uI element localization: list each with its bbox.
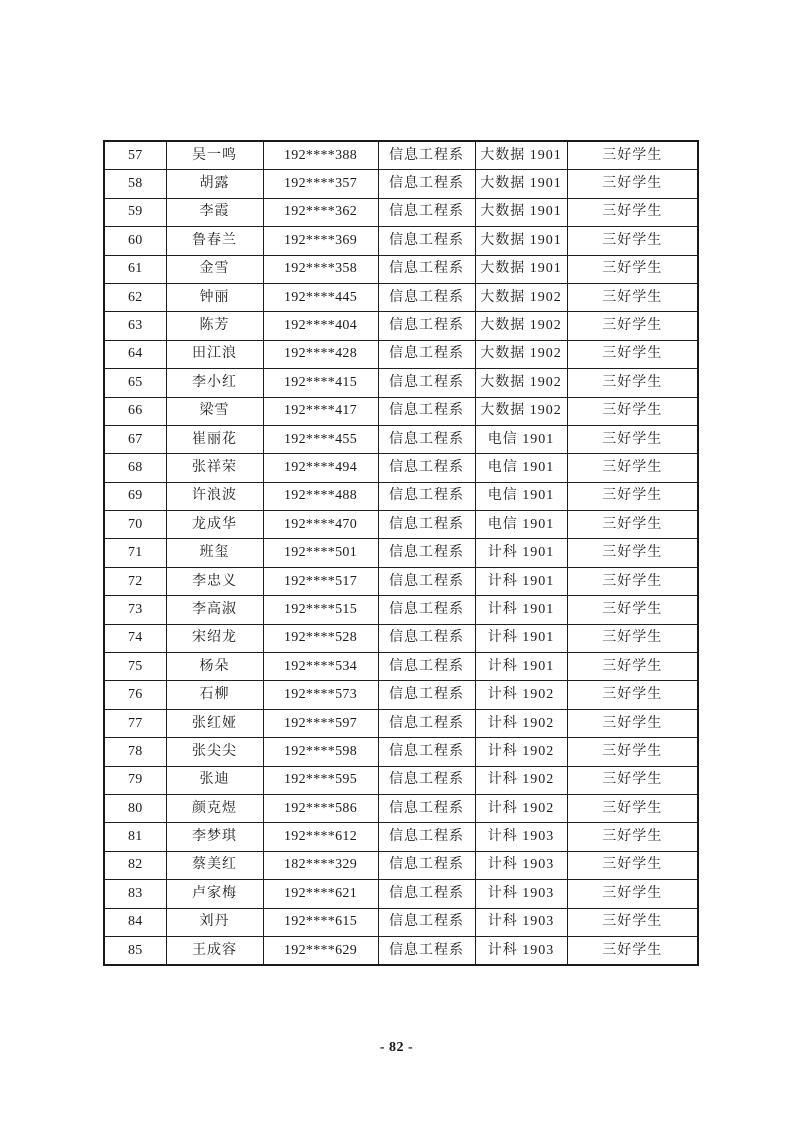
cell-award: 三好学生 (567, 397, 698, 425)
table-row (104, 908, 698, 936)
cell-award: 三好学生 (567, 908, 698, 936)
cell-department: 信息工程系 (378, 851, 475, 879)
cell-class: 大数据 1902 (475, 369, 567, 397)
cell-department: 信息工程系 (378, 880, 475, 908)
cell-class: 计科 1901 (475, 567, 567, 595)
table-row (104, 312, 698, 340)
cell-award: 三好学生 (567, 766, 698, 794)
cell-student-id: 192****573 (263, 681, 378, 709)
cell-row-number: 60 (104, 227, 166, 255)
cell-department: 信息工程系 (378, 539, 475, 567)
cell-student-id: 192****517 (263, 567, 378, 595)
table-row (104, 283, 698, 311)
cell-row-number: 61 (104, 255, 166, 283)
cell-department: 信息工程系 (378, 397, 475, 425)
cell-row-number: 71 (104, 539, 166, 567)
cell-class: 计科 1903 (475, 851, 567, 879)
cell-class: 计科 1903 (475, 880, 567, 908)
cell-class: 电信 1901 (475, 482, 567, 510)
table-row (104, 596, 698, 624)
cell-award: 三好学生 (567, 227, 698, 255)
cell-class: 大数据 1901 (475, 170, 567, 198)
page-number: - 82 - (379, 1040, 414, 1055)
cell-award: 三好学生 (567, 482, 698, 510)
cell-class: 大数据 1902 (475, 397, 567, 425)
cell-row-number: 81 (104, 823, 166, 851)
cell-student-name: 田江浪 (166, 340, 263, 368)
table-row (104, 823, 698, 851)
cell-award: 三好学生 (567, 255, 698, 283)
cell-class: 大数据 1902 (475, 340, 567, 368)
cell-student-name: 钟丽 (166, 283, 263, 311)
cell-class: 计科 1903 (475, 936, 567, 965)
table-row (104, 681, 698, 709)
cell-student-name: 张祥荣 (166, 454, 263, 482)
cell-student-id: 192****455 (263, 425, 378, 453)
cell-department: 信息工程系 (378, 340, 475, 368)
cell-row-number: 75 (104, 653, 166, 681)
table-row (104, 539, 698, 567)
cell-award: 三好学生 (567, 624, 698, 652)
cell-student-id: 192****428 (263, 340, 378, 368)
cell-student-name: 王成容 (166, 936, 263, 965)
cell-student-id: 192****586 (263, 794, 378, 822)
cell-row-number: 77 (104, 709, 166, 737)
cell-department: 信息工程系 (378, 170, 475, 198)
table-row (104, 425, 698, 453)
cell-student-id: 192****501 (263, 539, 378, 567)
cell-award: 三好学生 (567, 653, 698, 681)
table-row (104, 794, 698, 822)
cell-class: 电信 1901 (475, 454, 567, 482)
cell-student-name: 宋绍龙 (166, 624, 263, 652)
cell-department: 信息工程系 (378, 198, 475, 226)
cell-department: 信息工程系 (378, 709, 475, 737)
cell-student-name: 胡露 (166, 170, 263, 198)
table-row (104, 170, 698, 198)
cell-student-id: 192****494 (263, 454, 378, 482)
cell-award: 三好学生 (567, 596, 698, 624)
cell-department: 信息工程系 (378, 425, 475, 453)
cell-student-id: 192****629 (263, 936, 378, 965)
cell-class: 计科 1903 (475, 823, 567, 851)
cell-department: 信息工程系 (378, 908, 475, 936)
cell-row-number: 65 (104, 369, 166, 397)
table-row (104, 198, 698, 226)
cell-row-number: 82 (104, 851, 166, 879)
cell-department: 信息工程系 (378, 482, 475, 510)
cell-student-id: 182****329 (263, 851, 378, 879)
table-row (104, 397, 698, 425)
cell-row-number: 76 (104, 681, 166, 709)
table-row (104, 255, 698, 283)
cell-department: 信息工程系 (378, 936, 475, 965)
table-row (104, 653, 698, 681)
award-table-body (104, 141, 698, 965)
cell-student-id: 192****598 (263, 738, 378, 766)
cell-class: 大数据 1901 (475, 198, 567, 226)
cell-row-number: 85 (104, 936, 166, 965)
cell-department: 信息工程系 (378, 283, 475, 311)
cell-award: 三好学生 (567, 425, 698, 453)
cell-student-name: 梁雪 (166, 397, 263, 425)
cell-class: 计科 1902 (475, 766, 567, 794)
cell-student-id: 192****597 (263, 709, 378, 737)
table-row (104, 709, 698, 737)
cell-award: 三好学生 (567, 567, 698, 595)
cell-student-name: 张尖尖 (166, 738, 263, 766)
cell-award: 三好学生 (567, 511, 698, 539)
cell-student-name: 鲁春兰 (166, 227, 263, 255)
cell-student-id: 192****404 (263, 312, 378, 340)
table-row (104, 766, 698, 794)
cell-student-name: 石柳 (166, 681, 263, 709)
cell-class: 计科 1903 (475, 908, 567, 936)
cell-award: 三好学生 (567, 936, 698, 965)
cell-award: 三好学生 (567, 539, 698, 567)
table-row (104, 936, 698, 965)
cell-award: 三好学生 (567, 369, 698, 397)
cell-student-name: 吴一鸣 (166, 141, 263, 170)
cell-department: 信息工程系 (378, 794, 475, 822)
cell-row-number: 64 (104, 340, 166, 368)
cell-award: 三好学生 (567, 851, 698, 879)
cell-student-id: 192****528 (263, 624, 378, 652)
cell-student-name: 颜克煜 (166, 794, 263, 822)
cell-student-name: 李高淑 (166, 596, 263, 624)
table-row (104, 340, 698, 368)
cell-student-id: 192****470 (263, 511, 378, 539)
cell-department: 信息工程系 (378, 141, 475, 170)
cell-student-name: 许浪波 (166, 482, 263, 510)
cell-class: 计科 1901 (475, 624, 567, 652)
cell-department: 信息工程系 (378, 567, 475, 595)
cell-award: 三好学生 (567, 312, 698, 340)
cell-student-name: 陈芳 (166, 312, 263, 340)
cell-student-id: 192****595 (263, 766, 378, 794)
cell-row-number: 59 (104, 198, 166, 226)
cell-row-number: 80 (104, 794, 166, 822)
cell-department: 信息工程系 (378, 369, 475, 397)
cell-class: 大数据 1901 (475, 227, 567, 255)
cell-department: 信息工程系 (378, 255, 475, 283)
cell-student-id: 192****615 (263, 908, 378, 936)
cell-department: 信息工程系 (378, 511, 475, 539)
cell-award: 三好学生 (567, 709, 698, 737)
cell-student-id: 192****388 (263, 141, 378, 170)
cell-row-number: 62 (104, 283, 166, 311)
cell-award: 三好学生 (567, 283, 698, 311)
table-row (104, 227, 698, 255)
cell-row-number: 72 (104, 567, 166, 595)
cell-student-name: 张红娅 (166, 709, 263, 737)
cell-student-name: 卢家梅 (166, 880, 263, 908)
cell-award: 三好学生 (567, 794, 698, 822)
cell-student-name: 金雪 (166, 255, 263, 283)
cell-row-number: 78 (104, 738, 166, 766)
cell-student-id: 192****417 (263, 397, 378, 425)
cell-award: 三好学生 (567, 738, 698, 766)
cell-department: 信息工程系 (378, 596, 475, 624)
cell-department: 信息工程系 (378, 312, 475, 340)
cell-student-name: 班玺 (166, 539, 263, 567)
cell-student-id: 192****534 (263, 653, 378, 681)
cell-student-id: 192****415 (263, 369, 378, 397)
cell-row-number: 57 (104, 141, 166, 170)
cell-class: 电信 1901 (475, 511, 567, 539)
table-row (104, 369, 698, 397)
cell-student-id: 192****362 (263, 198, 378, 226)
cell-department: 信息工程系 (378, 454, 475, 482)
cell-award: 三好学生 (567, 198, 698, 226)
cell-row-number: 84 (104, 908, 166, 936)
cell-department: 信息工程系 (378, 823, 475, 851)
table-row (104, 454, 698, 482)
cell-class: 电信 1901 (475, 425, 567, 453)
cell-student-id: 192****357 (263, 170, 378, 198)
table-row (104, 880, 698, 908)
cell-class: 大数据 1902 (475, 283, 567, 311)
table-row (104, 567, 698, 595)
cell-student-name: 崔丽花 (166, 425, 263, 453)
cell-student-id: 192****621 (263, 880, 378, 908)
cell-row-number: 67 (104, 425, 166, 453)
cell-student-name: 张迪 (166, 766, 263, 794)
cell-student-name: 李梦琪 (166, 823, 263, 851)
cell-row-number: 83 (104, 880, 166, 908)
cell-department: 信息工程系 (378, 681, 475, 709)
cell-award: 三好学生 (567, 880, 698, 908)
cell-row-number: 58 (104, 170, 166, 198)
cell-row-number: 68 (104, 454, 166, 482)
cell-award: 三好学生 (567, 681, 698, 709)
cell-student-id: 192****358 (263, 255, 378, 283)
table-row (104, 851, 698, 879)
cell-class: 计科 1902 (475, 794, 567, 822)
cell-student-name: 李忠义 (166, 567, 263, 595)
cell-class: 计科 1901 (475, 596, 567, 624)
cell-student-id: 192****488 (263, 482, 378, 510)
cell-row-number: 70 (104, 511, 166, 539)
cell-student-name: 蔡美红 (166, 851, 263, 879)
cell-department: 信息工程系 (378, 624, 475, 652)
cell-student-id: 192****612 (263, 823, 378, 851)
cell-class: 大数据 1901 (475, 141, 567, 170)
table-row (104, 738, 698, 766)
cell-award: 三好学生 (567, 141, 698, 170)
cell-row-number: 74 (104, 624, 166, 652)
cell-student-id: 192****445 (263, 283, 378, 311)
cell-row-number: 63 (104, 312, 166, 340)
cell-class: 大数据 1902 (475, 312, 567, 340)
cell-class: 计科 1902 (475, 738, 567, 766)
table-row (104, 511, 698, 539)
cell-award: 三好学生 (567, 170, 698, 198)
cell-class: 大数据 1901 (475, 255, 567, 283)
cell-class: 计科 1902 (475, 709, 567, 737)
cell-department: 信息工程系 (378, 653, 475, 681)
cell-row-number: 66 (104, 397, 166, 425)
table-row (104, 482, 698, 510)
cell-student-name: 杨朵 (166, 653, 263, 681)
cell-class: 计科 1901 (475, 539, 567, 567)
cell-student-name: 龙成华 (166, 511, 263, 539)
cell-student-id: 192****369 (263, 227, 378, 255)
cell-department: 信息工程系 (378, 766, 475, 794)
cell-award: 三好学生 (567, 823, 698, 851)
cell-row-number: 69 (104, 482, 166, 510)
cell-student-name: 李霞 (166, 198, 263, 226)
cell-department: 信息工程系 (378, 738, 475, 766)
cell-row-number: 73 (104, 596, 166, 624)
cell-award: 三好学生 (567, 340, 698, 368)
cell-award: 三好学生 (567, 454, 698, 482)
cell-row-number: 79 (104, 766, 166, 794)
award-table (103, 140, 699, 966)
cell-class: 计科 1901 (475, 653, 567, 681)
table-row (104, 141, 698, 170)
cell-department: 信息工程系 (378, 227, 475, 255)
cell-student-name: 刘丹 (166, 908, 263, 936)
cell-student-name: 李小红 (166, 369, 263, 397)
cell-class: 计科 1902 (475, 681, 567, 709)
table-row (104, 624, 698, 652)
cell-student-id: 192****515 (263, 596, 378, 624)
